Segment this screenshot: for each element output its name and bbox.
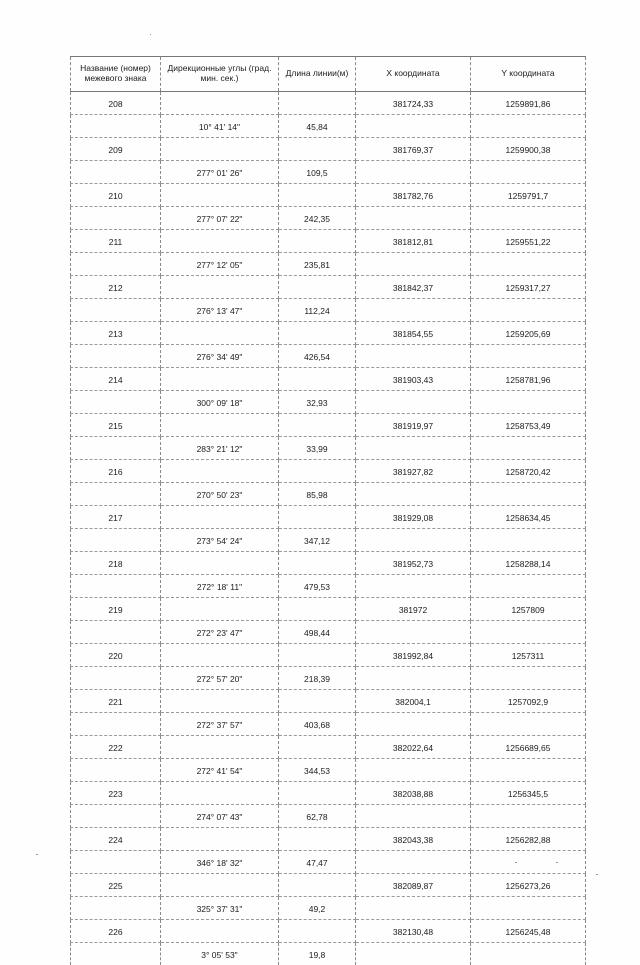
cell-line-length: 112,24 (279, 299, 356, 322)
cell-x-coordinate (356, 943, 471, 965)
table-row (71, 851, 586, 874)
cell-x-coordinate: 381919,97 (356, 414, 471, 437)
cell-x-coordinate: 381769,37 (356, 138, 471, 161)
cell-direction-angle: 276° 13' 47" (161, 299, 279, 322)
cell-y-coordinate: 1259900,38 (471, 138, 586, 161)
cell-y-coordinate: 1259891,86 (471, 92, 586, 115)
table-row (71, 230, 586, 253)
cell-x-coordinate (356, 713, 471, 736)
table-row (71, 759, 586, 782)
cell-point-name (71, 713, 161, 736)
cell-direction-angle (161, 644, 279, 667)
cell-point-name (71, 115, 161, 138)
cell-y-coordinate (471, 943, 586, 965)
table-body (71, 92, 586, 965)
scan-speck (36, 854, 38, 855)
table-row (71, 414, 586, 437)
cell-point-name: 221 (71, 690, 161, 713)
cell-direction-angle: 325° 37' 31" (161, 897, 279, 920)
cell-direction-angle (161, 230, 279, 253)
cell-line-length (279, 92, 356, 115)
cell-line-length: 347,12 (279, 529, 356, 552)
cell-y-coordinate (471, 667, 586, 690)
cell-direction-angle (161, 552, 279, 575)
cell-line-length (279, 552, 356, 575)
table-row (71, 598, 586, 621)
cell-point-name: 213 (71, 322, 161, 345)
cell-y-coordinate: 1259317,27 (471, 276, 586, 299)
cell-x-coordinate: 381952,73 (356, 552, 471, 575)
cell-y-coordinate (471, 391, 586, 414)
cell-direction-angle (161, 690, 279, 713)
cell-y-coordinate: 1256689,65 (471, 736, 586, 759)
table-row (71, 690, 586, 713)
cell-line-length (279, 874, 356, 897)
cell-x-coordinate: 382043,38 (356, 828, 471, 851)
cell-point-name: 222 (71, 736, 161, 759)
cell-line-length (279, 782, 356, 805)
cell-y-coordinate (471, 207, 586, 230)
cell-x-coordinate (356, 345, 471, 368)
table-row (71, 460, 586, 483)
cell-y-coordinate (471, 713, 586, 736)
cell-x-coordinate: 381782,76 (356, 184, 471, 207)
cell-x-coordinate: 381927,82 (356, 460, 471, 483)
cell-point-name (71, 391, 161, 414)
table-row (71, 736, 586, 759)
cell-direction-angle (161, 782, 279, 805)
cell-y-coordinate: 1258720,42 (471, 460, 586, 483)
cell-x-coordinate (356, 161, 471, 184)
cell-direction-angle (161, 828, 279, 851)
cell-point-name (71, 621, 161, 644)
cell-direction-angle (161, 92, 279, 115)
cell-y-coordinate (471, 161, 586, 184)
header-point-name: Название (номер) межевого знака (71, 57, 161, 92)
table-row (71, 805, 586, 828)
cell-point-name (71, 437, 161, 460)
cell-point-name (71, 575, 161, 598)
cell-point-name: 218 (71, 552, 161, 575)
cell-point-name: 219 (71, 598, 161, 621)
table-row (71, 184, 586, 207)
cell-line-length (279, 322, 356, 345)
cell-point-name (71, 897, 161, 920)
cell-direction-angle (161, 322, 279, 345)
cell-point-name: 224 (71, 828, 161, 851)
table-row (71, 552, 586, 575)
cell-line-length (279, 276, 356, 299)
cell-y-coordinate (471, 437, 586, 460)
cell-direction-angle (161, 414, 279, 437)
cell-x-coordinate (356, 575, 471, 598)
cell-line-length: 344,53 (279, 759, 356, 782)
table-row (71, 138, 586, 161)
cell-x-coordinate: 381972 (356, 598, 471, 621)
table-row (71, 391, 586, 414)
cell-x-coordinate (356, 897, 471, 920)
scan-speck (150, 34, 151, 35)
cell-y-coordinate (471, 851, 586, 874)
cell-y-coordinate: 1259791,7 (471, 184, 586, 207)
table-row (71, 828, 586, 851)
table-row (71, 276, 586, 299)
table-row (71, 667, 586, 690)
cell-direction-angle (161, 138, 279, 161)
cell-point-name: 223 (71, 782, 161, 805)
cell-line-length: 49,2 (279, 897, 356, 920)
table-row (71, 943, 586, 965)
cell-y-coordinate: 1256273,26 (471, 874, 586, 897)
cell-point-name (71, 667, 161, 690)
cell-line-length: 403,68 (279, 713, 356, 736)
cell-y-coordinate (471, 529, 586, 552)
cell-line-length: 479,53 (279, 575, 356, 598)
cell-line-length (279, 736, 356, 759)
cell-line-length: 426,54 (279, 345, 356, 368)
cell-line-length: 47,47 (279, 851, 356, 874)
cell-point-name (71, 345, 161, 368)
cell-point-name: 226 (71, 920, 161, 943)
cell-x-coordinate: 381903,43 (356, 368, 471, 391)
cell-x-coordinate (356, 529, 471, 552)
cell-y-coordinate: 1257092,9 (471, 690, 586, 713)
cell-x-coordinate: 381854,55 (356, 322, 471, 345)
cell-direction-angle: 277° 12' 05" (161, 253, 279, 276)
cell-point-name: 211 (71, 230, 161, 253)
table-row (71, 713, 586, 736)
cell-direction-angle: 283° 21' 12" (161, 437, 279, 460)
cell-point-name: 212 (71, 276, 161, 299)
document-page (70, 56, 585, 965)
cell-line-length: 45,84 (279, 115, 356, 138)
cell-direction-angle (161, 506, 279, 529)
cell-line-length: 235,81 (279, 253, 356, 276)
header-y-coordinate: Y координата (471, 57, 586, 92)
cell-line-length: 32,93 (279, 391, 356, 414)
cell-y-coordinate (471, 805, 586, 828)
cell-line-length (279, 368, 356, 391)
cell-x-coordinate (356, 483, 471, 506)
cell-point-name (71, 529, 161, 552)
cell-point-name: 225 (71, 874, 161, 897)
cell-y-coordinate: 1258753,49 (471, 414, 586, 437)
table-row (71, 529, 586, 552)
header-direction-angle: Дирекционные углы (град. мин. сек.) (161, 57, 279, 92)
header-line-length: Длина линии(м) (279, 57, 356, 92)
cell-y-coordinate (471, 759, 586, 782)
cell-direction-angle (161, 276, 279, 299)
cell-direction-angle: 273° 54' 24" (161, 529, 279, 552)
cell-direction-angle: 272° 18' 11" (161, 575, 279, 598)
table-row (71, 575, 586, 598)
cell-point-name (71, 161, 161, 184)
cell-y-coordinate: 1256282,88 (471, 828, 586, 851)
cell-direction-angle: 300° 09' 18" (161, 391, 279, 414)
survey-coordinates-table (70, 56, 586, 965)
cell-y-coordinate (471, 621, 586, 644)
table-row (71, 437, 586, 460)
cell-point-name (71, 207, 161, 230)
cell-point-name: 215 (71, 414, 161, 437)
table-row (71, 115, 586, 138)
cell-direction-angle: 277° 07' 22" (161, 207, 279, 230)
table-row (71, 299, 586, 322)
table-row (71, 644, 586, 667)
cell-x-coordinate (356, 253, 471, 276)
cell-y-coordinate (471, 115, 586, 138)
cell-y-coordinate (471, 575, 586, 598)
cell-direction-angle: 3° 05' 53" (161, 943, 279, 965)
cell-direction-angle: 10° 41' 14" (161, 115, 279, 138)
cell-direction-angle: 276° 34' 49" (161, 345, 279, 368)
cell-line-length (279, 506, 356, 529)
cell-line-length (279, 644, 356, 667)
cell-x-coordinate: 381842,37 (356, 276, 471, 299)
cell-y-coordinate (471, 897, 586, 920)
cell-direction-angle: 272° 23' 47" (161, 621, 279, 644)
cell-line-length (279, 414, 356, 437)
cell-x-coordinate: 381812,81 (356, 230, 471, 253)
table-row (71, 782, 586, 805)
table-row (71, 92, 586, 115)
cell-y-coordinate: 1259205,69 (471, 322, 586, 345)
cell-x-coordinate: 382130,48 (356, 920, 471, 943)
cell-line-length: 218,39 (279, 667, 356, 690)
cell-y-coordinate: 1257809 (471, 598, 586, 621)
cell-line-length: 62,78 (279, 805, 356, 828)
cell-x-coordinate (356, 667, 471, 690)
table-row (71, 920, 586, 943)
table-row (71, 161, 586, 184)
cell-point-name: 214 (71, 368, 161, 391)
cell-y-coordinate: 1256345,5 (471, 782, 586, 805)
cell-point-name (71, 851, 161, 874)
scan-speck (596, 874, 598, 875)
cell-x-coordinate (356, 437, 471, 460)
scan-speck (515, 862, 517, 863)
cell-line-length (279, 920, 356, 943)
cell-direction-angle: 270° 50' 23" (161, 483, 279, 506)
cell-y-coordinate: 1258288,14 (471, 552, 586, 575)
cell-point-name: 210 (71, 184, 161, 207)
table-row (71, 322, 586, 345)
table-row (71, 483, 586, 506)
cell-point-name: 216 (71, 460, 161, 483)
cell-x-coordinate: 382089,87 (356, 874, 471, 897)
cell-line-length: 19,8 (279, 943, 356, 965)
cell-line-length (279, 828, 356, 851)
cell-x-coordinate (356, 207, 471, 230)
cell-point-name (71, 483, 161, 506)
cell-direction-angle: 272° 57' 20" (161, 667, 279, 690)
table-row (71, 874, 586, 897)
cell-x-coordinate: 382038,88 (356, 782, 471, 805)
cell-x-coordinate (356, 851, 471, 874)
cell-point-name (71, 805, 161, 828)
cell-line-length (279, 230, 356, 253)
cell-direction-angle (161, 920, 279, 943)
cell-direction-angle: 272° 37' 57" (161, 713, 279, 736)
cell-direction-angle: 277° 01' 26" (161, 161, 279, 184)
table-row (71, 253, 586, 276)
table-row (71, 368, 586, 391)
cell-y-coordinate: 1259551,22 (471, 230, 586, 253)
cell-x-coordinate (356, 391, 471, 414)
cell-line-length: 85,98 (279, 483, 356, 506)
cell-point-name: 209 (71, 138, 161, 161)
cell-point-name (71, 943, 161, 965)
cell-direction-angle (161, 460, 279, 483)
table-row (71, 621, 586, 644)
table-row (71, 897, 586, 920)
cell-direction-angle (161, 736, 279, 759)
cell-line-length (279, 690, 356, 713)
cell-line-length: 242,35 (279, 207, 356, 230)
cell-x-coordinate: 381929,08 (356, 506, 471, 529)
cell-point-name (71, 759, 161, 782)
cell-x-coordinate: 381992,84 (356, 644, 471, 667)
table-header-row (71, 57, 586, 92)
cell-direction-angle: 346° 18' 32" (161, 851, 279, 874)
cell-x-coordinate (356, 621, 471, 644)
cell-y-coordinate: 1258634,45 (471, 506, 586, 529)
cell-line-length (279, 598, 356, 621)
cell-direction-angle (161, 874, 279, 897)
scan-speck (556, 862, 558, 863)
cell-direction-angle (161, 184, 279, 207)
cell-y-coordinate (471, 345, 586, 368)
cell-line-length (279, 460, 356, 483)
cell-y-coordinate (471, 299, 586, 322)
header-x-coordinate: X координата (356, 57, 471, 92)
cell-y-coordinate: 1256245,48 (471, 920, 586, 943)
cell-point-name (71, 299, 161, 322)
cell-line-length (279, 138, 356, 161)
cell-y-coordinate: 1258781,96 (471, 368, 586, 391)
cell-x-coordinate: 382022,64 (356, 736, 471, 759)
cell-direction-angle (161, 368, 279, 391)
cell-line-length: 33,99 (279, 437, 356, 460)
cell-x-coordinate (356, 805, 471, 828)
cell-line-length (279, 184, 356, 207)
cell-x-coordinate: 381724,33 (356, 92, 471, 115)
cell-y-coordinate: 1257311 (471, 644, 586, 667)
cell-direction-angle: 272° 41' 54" (161, 759, 279, 782)
table-row (71, 207, 586, 230)
table-row (71, 506, 586, 529)
cell-line-length: 498,44 (279, 621, 356, 644)
cell-point-name: 217 (71, 506, 161, 529)
cell-x-coordinate (356, 115, 471, 138)
cell-direction-angle: 274° 07' 43" (161, 805, 279, 828)
cell-point-name (71, 253, 161, 276)
cell-x-coordinate (356, 299, 471, 322)
cell-y-coordinate (471, 253, 586, 276)
cell-point-name: 220 (71, 644, 161, 667)
cell-line-length: 109,5 (279, 161, 356, 184)
table-row (71, 345, 586, 368)
cell-point-name: 208 (71, 92, 161, 115)
cell-y-coordinate (471, 483, 586, 506)
cell-x-coordinate: 382004,1 (356, 690, 471, 713)
cell-x-coordinate (356, 759, 471, 782)
cell-direction-angle (161, 598, 279, 621)
